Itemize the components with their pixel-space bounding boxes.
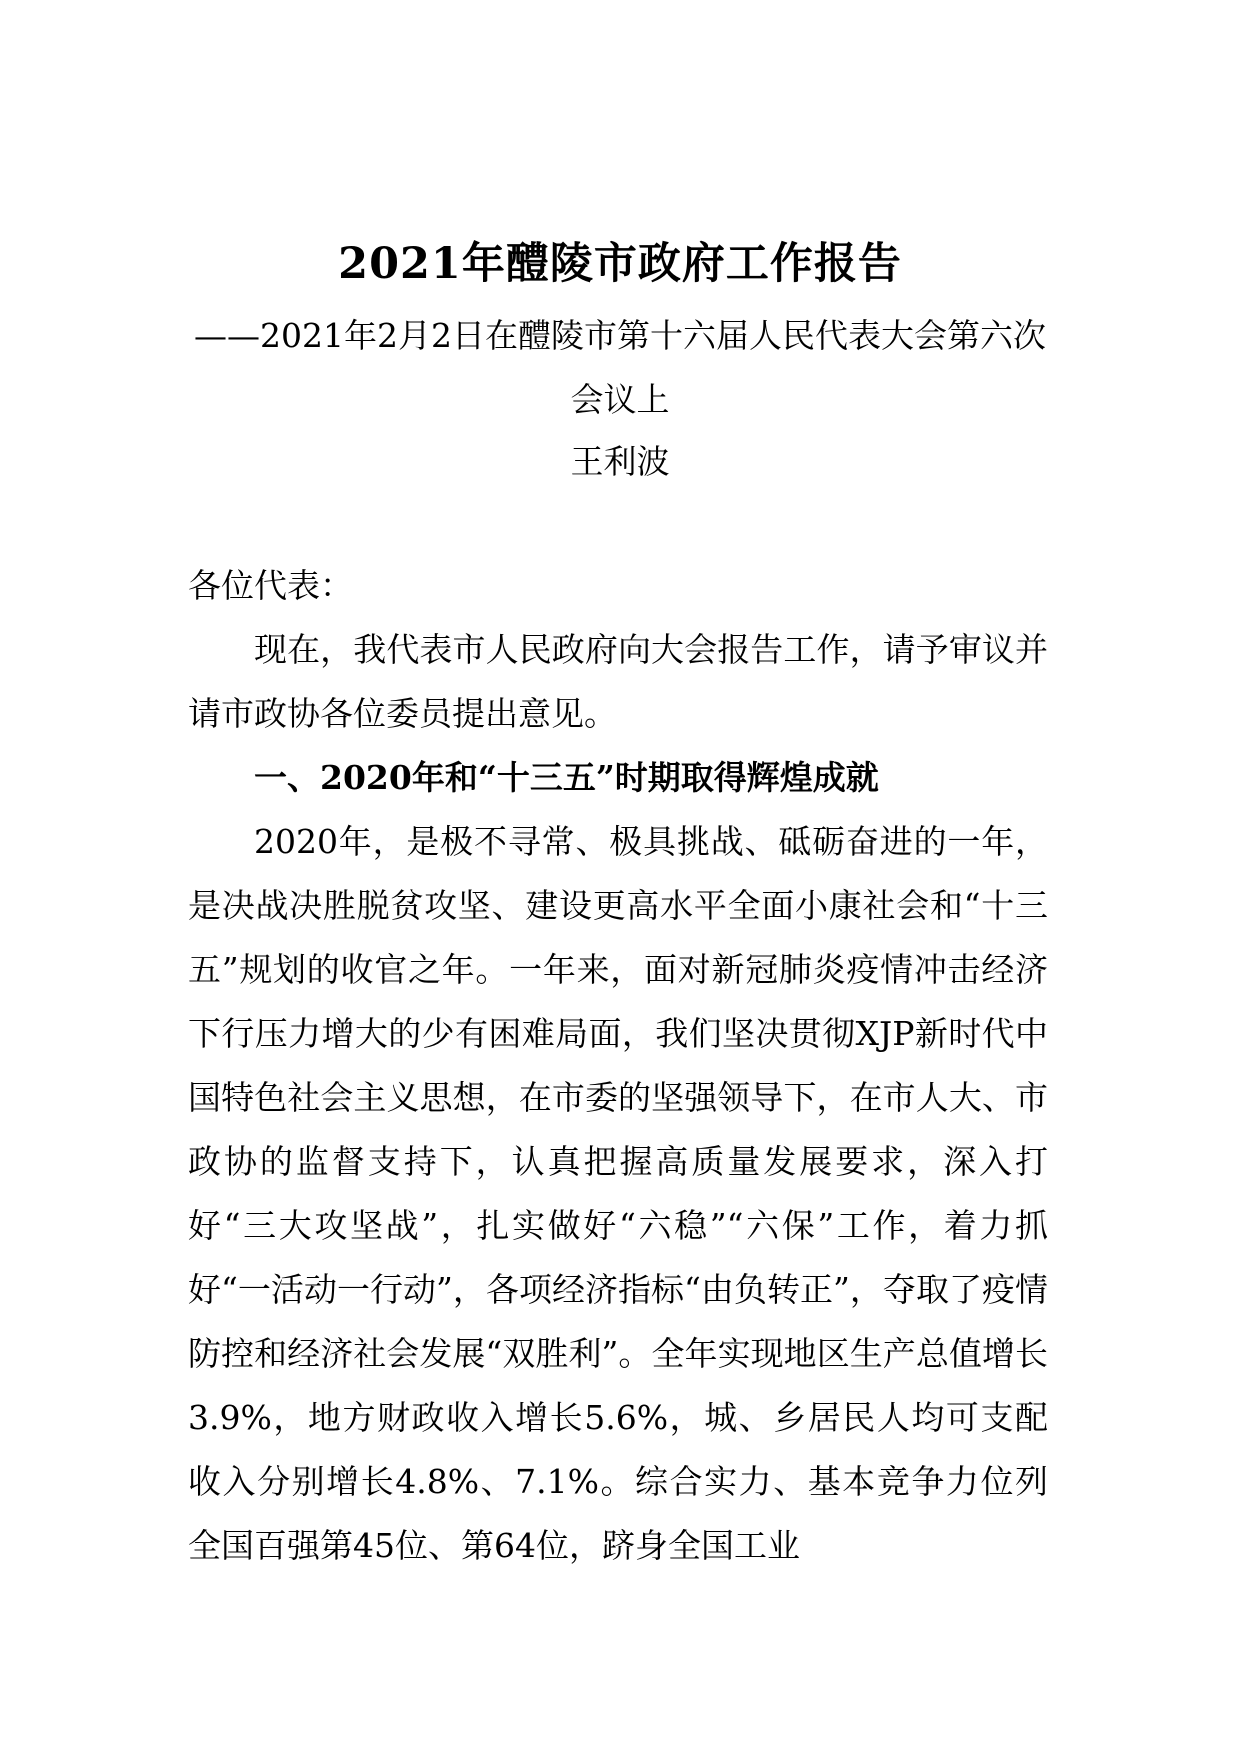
salutation: 各位代表：	[188, 566, 353, 605]
document-body	[188, 554, 1048, 1578]
document-author: 王利波	[570, 442, 670, 481]
document-subtitle: ——2021年2月2日在醴陵市第十六届人民代表大会第六次会议上	[194, 316, 1046, 419]
section-paragraph: 2020年，是极不寻常、极具挑战、砥砺奋进的一年，是决战决胜脱贫攻坚、建设更高水平全面小康社会和“十三五”规划的收官之年。一年来，面对新冠肺炎疫情冲击经济下行压力增大的少有困难局面，我们坚决贯彻XJP新时代中国特色社会主义思想，在市委的坚强领导下，在市人大、市政协的监督支持下，认真把握高质量发展要求，深入打好“三大攻坚战”，扎实做好“六稳”“六保”工作，着力抓好“一活动一行动”，各项经济指标“由负转正”，夺取了疫情防控和经济社会发展“双胜利”。全年实现地区生产总值增长3.9%，地方财政收入增长5.6%，城、乡居民人均可支配收入分别增长4.8%、7.1%。综合实力、基本竞争力位列全国百强第45位、第64位，跻身全国工业	[188, 822, 1048, 1565]
section-heading: 一、2020年和“十三五”时期取得辉煌成就	[254, 758, 879, 797]
intro-paragraph: 现在，我代表市人民政府向大会报告工作，请予审议并请市政协各位委员提出意见。	[188, 630, 1048, 733]
document-title: 2021年醴陵市政府工作报告	[338, 239, 902, 289]
